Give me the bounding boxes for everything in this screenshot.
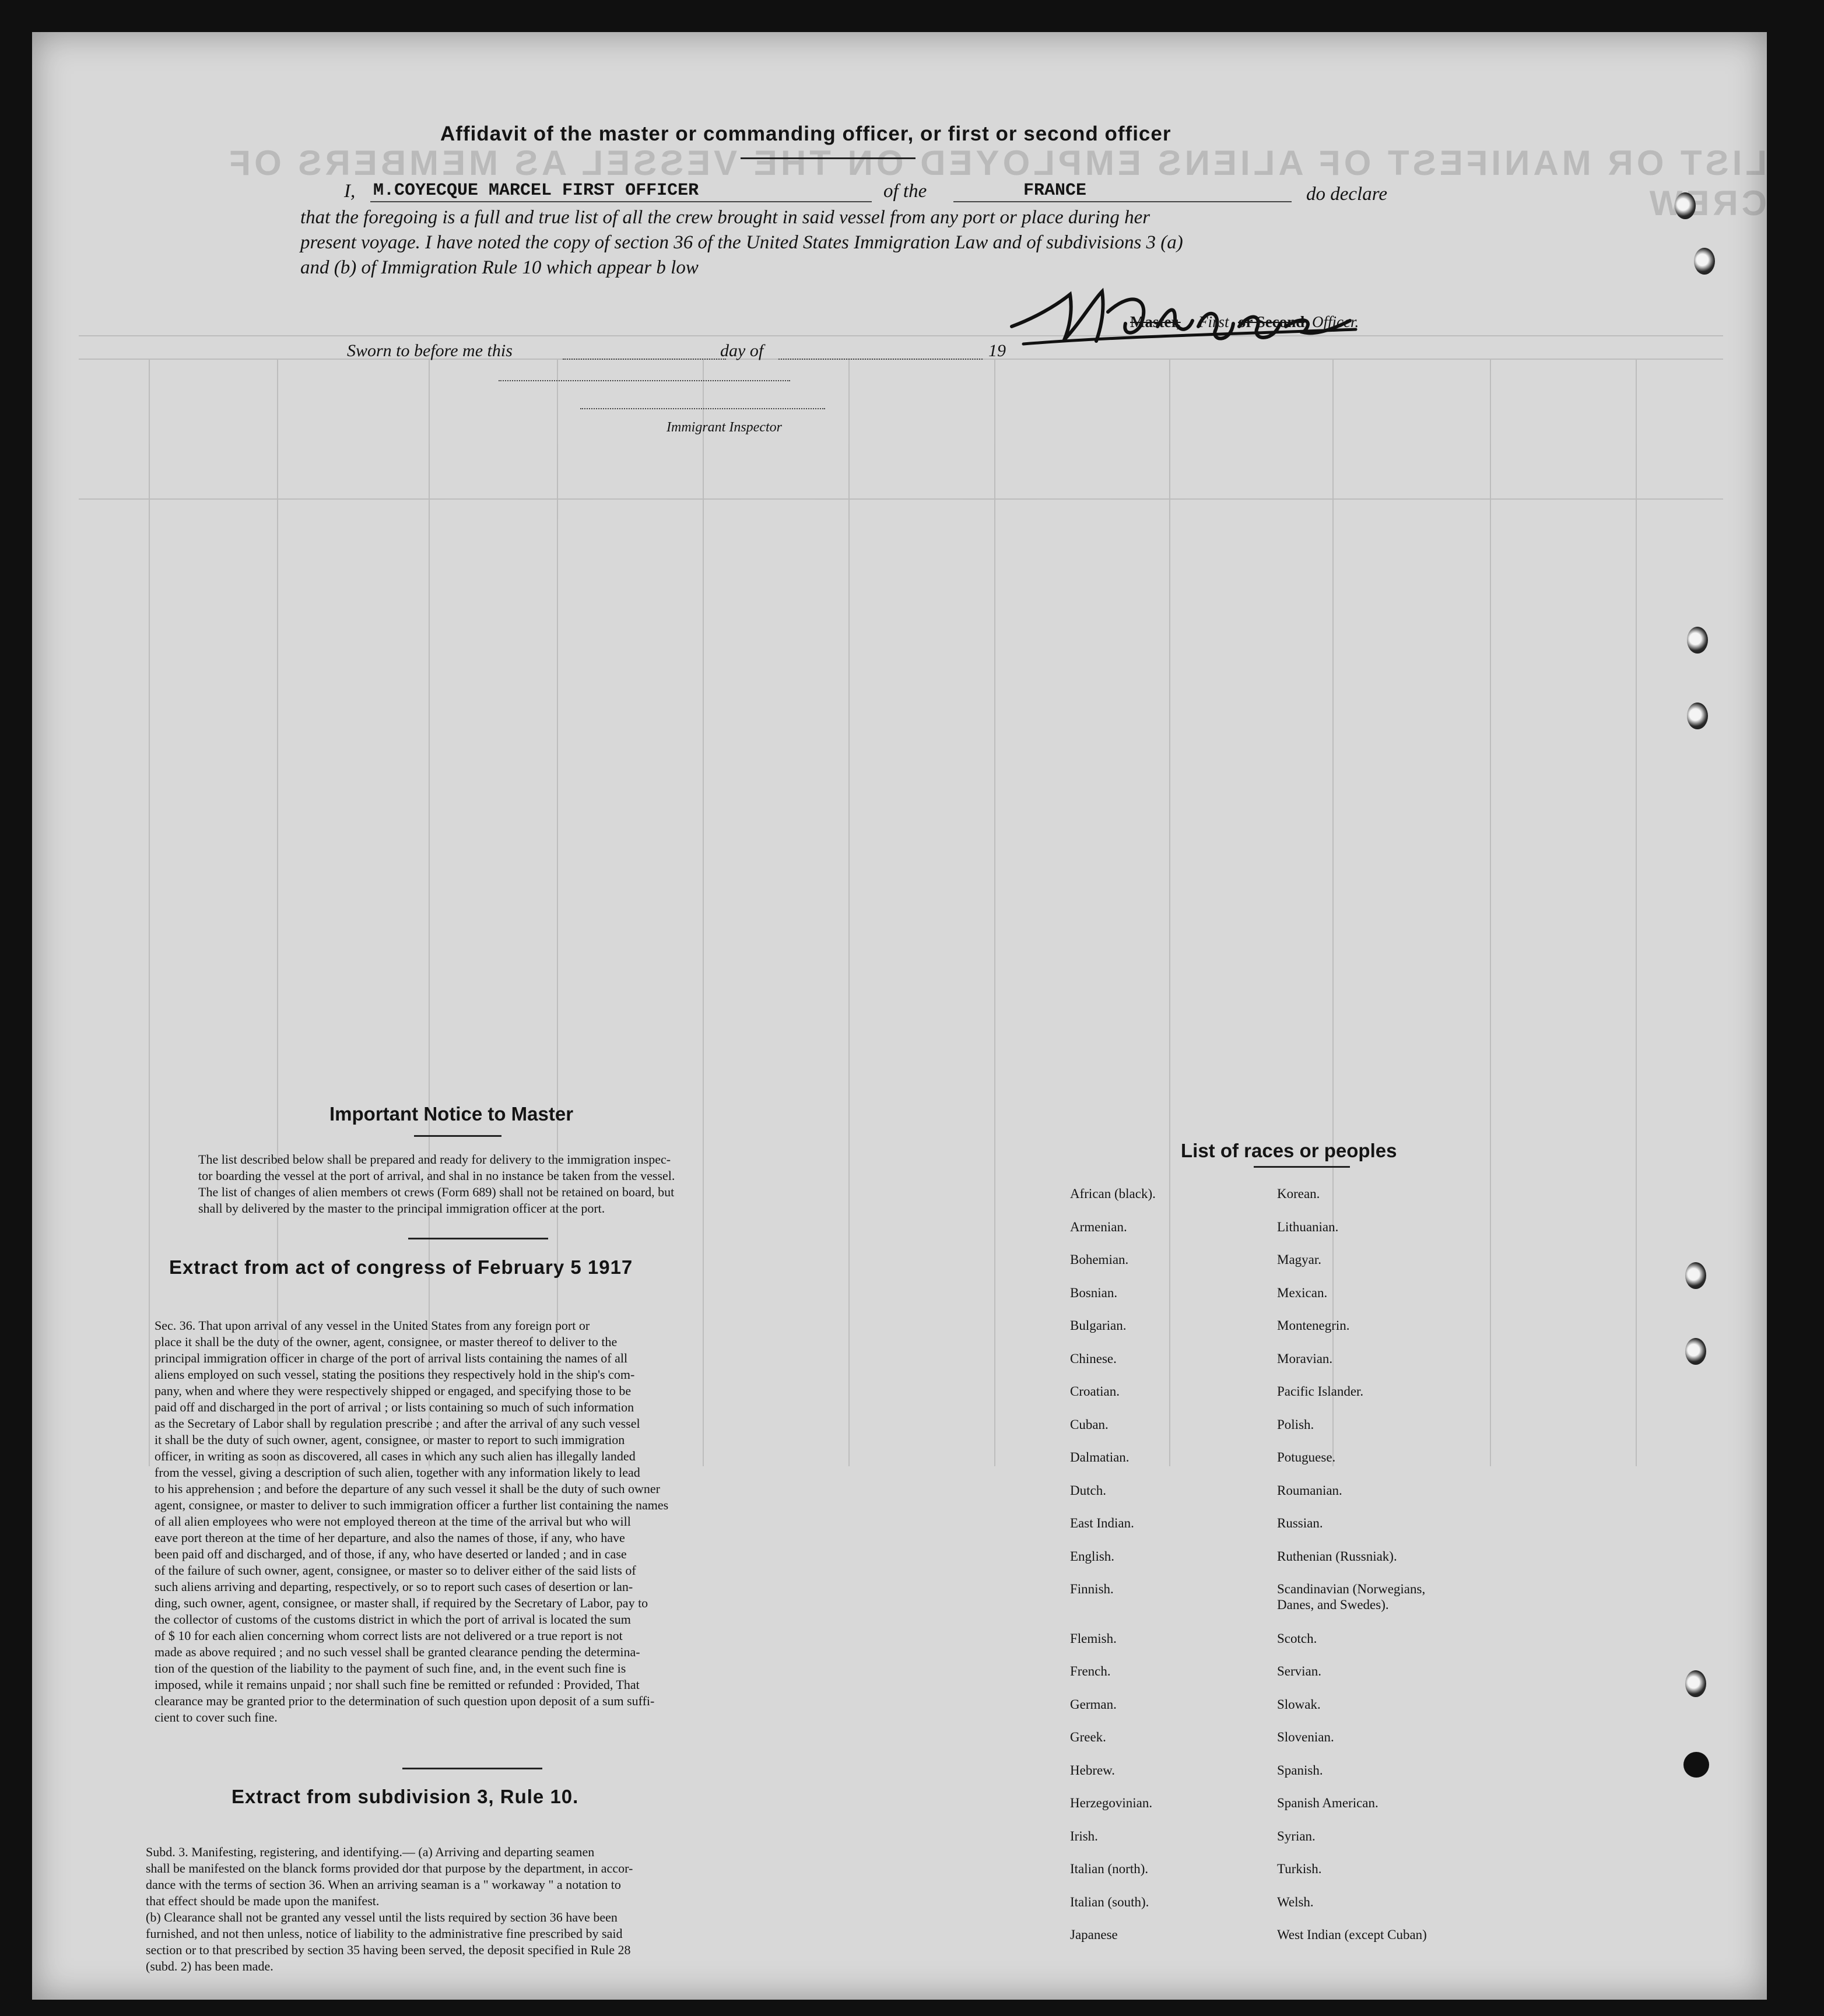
race-item: Moravian. bbox=[1277, 1351, 1333, 1366]
extract-act-body bbox=[155, 1318, 808, 1726]
punch-hole bbox=[1685, 1338, 1706, 1365]
race-item: Montenegrin. bbox=[1277, 1318, 1350, 1333]
body-line: principal immigration officer in charge of the port of arrival lists containing the names of all bbox=[155, 1351, 628, 1365]
extract-rule-body bbox=[146, 1844, 799, 1975]
notice-title: Important Notice to Master bbox=[329, 1103, 574, 1125]
body-line: (b) Clearance shall not be granted any vessel until the lists required by section 36 have been bbox=[146, 1910, 618, 1924]
body-line: agent, consignee, or master to deliver to such immigration officer a further list containing the names bbox=[155, 1498, 669, 1512]
body-line: section or to that prescribed by section 35 having been served, the deposit specified in Rule 28 bbox=[146, 1943, 631, 1957]
body-line: made as above required ; and no such vessel shall be granted clearance pending the determina- bbox=[155, 1645, 640, 1659]
race-item: Herzegovinian. bbox=[1070, 1796, 1153, 1810]
sworn-text: Sworn to before me this bbox=[347, 341, 513, 360]
body-line: the collector of customs of the customs district in which the port of arrival is located the sum bbox=[155, 1612, 631, 1627]
body-line: it shall be the duty of such owner, agent, consignee, or master to report to such immigration bbox=[155, 1432, 625, 1447]
body-line: that effect should be made upon the manifest. bbox=[146, 1894, 380, 1908]
body-line: Subd. 3. Manifesting, registering, and identifying.— (a) Arriving and departing seamen bbox=[146, 1845, 595, 1859]
affidavit-line-1 bbox=[344, 181, 355, 202]
race-item: Pacific Islander. bbox=[1277, 1384, 1364, 1399]
race-item: Syrian. bbox=[1277, 1829, 1316, 1843]
races-title: List of races or peoples bbox=[1181, 1140, 1397, 1161]
affidavit-line-3: present voyage. I have noted the copy of section 36 of the United States Immigration Law and of subdivisions 3 (a) bbox=[300, 232, 1183, 253]
race-item: Scotch. bbox=[1277, 1631, 1317, 1646]
body-line: eave port thereon at the time of her departure, and also the names of those, if any, who have bbox=[155, 1530, 625, 1545]
race-item: Welsh. bbox=[1277, 1895, 1314, 1909]
race-item: Armenian. bbox=[1070, 1220, 1127, 1234]
race-item: Cuban. bbox=[1070, 1417, 1109, 1432]
race-item: Flemish. bbox=[1070, 1631, 1117, 1646]
body-line: to his apprehension ; and before the departure of any such vessel it shall be the duty of such owner bbox=[155, 1481, 660, 1496]
punch-hole bbox=[1685, 1670, 1706, 1697]
race-item: Spanish American. bbox=[1277, 1796, 1378, 1810]
body-line: cient to cover such fine. bbox=[155, 1710, 278, 1725]
section-divider bbox=[408, 1238, 548, 1239]
sworn-month-line bbox=[778, 359, 983, 360]
notice-line: The list of changes of alien members ot crews (Form 689) shall not be retained on board, but bbox=[198, 1185, 675, 1199]
race-item: Potuguese. bbox=[1277, 1450, 1336, 1464]
notice-line: The list described below shall be prepared and ready for delivery to the immigration inspec- bbox=[198, 1152, 671, 1167]
race-item: Ruthenian (Russniak). bbox=[1277, 1549, 1397, 1564]
section-divider bbox=[402, 1768, 542, 1769]
race-item: Scandinavian (Norwegians, bbox=[1277, 1582, 1426, 1596]
affidavit-title: Affidavit of the master or commanding officer, or first or second officer bbox=[440, 122, 1171, 145]
extract-act-title: Extract from act of congress of February 5 1917 bbox=[169, 1256, 633, 1278]
manifest-page bbox=[32, 32, 1767, 2000]
race-item: Bulgarian. bbox=[1070, 1318, 1127, 1333]
punch-hole bbox=[1694, 248, 1715, 275]
race-item: Korean. bbox=[1277, 1186, 1320, 1201]
body-line: pany, when and where they were respectively shipped or engaged, and specifying those to be bbox=[155, 1383, 632, 1398]
race-item: German. bbox=[1070, 1697, 1117, 1712]
affidavit-prefix: I, bbox=[344, 181, 356, 202]
body-line: of all alien employees who were not employed thereon at the time of the arrival but who will bbox=[155, 1514, 631, 1529]
extract-rule-title: Extract from subdivision 3, Rule 10. bbox=[231, 1786, 579, 1807]
races-underline bbox=[1254, 1166, 1350, 1168]
body-line: been paid off and discharged, and of those, if any, who have deserted or landed ; and in case bbox=[155, 1547, 627, 1561]
punch-hole bbox=[1683, 1752, 1709, 1778]
race-item: Danes, and Swedes). bbox=[1277, 1597, 1389, 1612]
race-item: Italian (north). bbox=[1070, 1862, 1149, 1876]
notice-line: shall by delivered by the master to the principal immigration officer at the port. bbox=[198, 1201, 605, 1216]
race-item: Bohemian. bbox=[1070, 1252, 1129, 1267]
race-item: Italian (south). bbox=[1070, 1895, 1149, 1909]
race-item: English. bbox=[1070, 1549, 1115, 1564]
body-line: officer, in writing as soon as discovered, all cases in which any such alien has illegally landed bbox=[155, 1449, 636, 1463]
body-line: (subd. 2) has been made. bbox=[146, 1959, 273, 1973]
race-item: Bosnian. bbox=[1070, 1286, 1118, 1300]
year-text: 19 bbox=[988, 341, 1006, 360]
vessel-name: FRANCE bbox=[1023, 181, 1087, 201]
body-line: furnished, and not then unless, notice of liability to the administrative fine prescribed by said bbox=[146, 1926, 623, 1941]
race-item: Dutch. bbox=[1070, 1483, 1106, 1498]
race-item: Servian. bbox=[1277, 1664, 1322, 1678]
punch-hole bbox=[1687, 627, 1708, 654]
notice-text bbox=[198, 1151, 799, 1217]
affidavit-line-4: and (b) of Immigration Rule 10 which appear b low bbox=[300, 257, 699, 278]
affidavit-line-2: that the foregoing is a full and true list of all the crew brought in said vessel from any port or place during her bbox=[300, 207, 1150, 228]
inspector-line-2 bbox=[580, 408, 825, 409]
body-line: of $ 10 for each alien concerning whom correct lists are not delivered or a true report is not bbox=[155, 1628, 623, 1643]
race-item: Croatian. bbox=[1070, 1384, 1120, 1399]
race-item: Finnish. bbox=[1070, 1582, 1114, 1596]
body-line: dance with the terms of section 36. When an arriving seaman is a " workaway " a notation to bbox=[146, 1877, 621, 1892]
title-divider bbox=[741, 157, 915, 159]
body-line: paid off and discharged in the port of arrival ; or lists containing so much of such information bbox=[155, 1400, 634, 1414]
race-item: Slovenian. bbox=[1277, 1730, 1334, 1744]
sworn-day-line bbox=[563, 359, 726, 360]
officer-name: M.COYECQUE MARCEL FIRST OFFICER bbox=[373, 181, 699, 201]
race-item: Polish. bbox=[1277, 1417, 1314, 1432]
punch-hole bbox=[1675, 192, 1696, 219]
bleed-through-table: LIST OR MANIFEST OF ALIENS EMPLOYED ON THE VESSEL AS MEMBERS OF CREW bbox=[32, 32, 1767, 2000]
body-line: as the Secretary of Labor shall by regulation prescribe ; and after the arrival of any such vessel bbox=[155, 1416, 640, 1431]
officer-signature bbox=[1000, 271, 1373, 353]
body-line: from the vessel, giving a description of such alien, together with any information likely to lead bbox=[155, 1465, 640, 1480]
race-item: West Indian (except Cuban) bbox=[1277, 1927, 1427, 1942]
body-line: tion of the question of the liability to the payment of such fine, and, in the event such fine is bbox=[155, 1661, 626, 1676]
do-declare-text: do declare bbox=[1306, 184, 1387, 205]
race-item: Lithuanian. bbox=[1277, 1220, 1339, 1234]
inspector-signature-line bbox=[499, 380, 790, 381]
race-item: Hebrew. bbox=[1070, 1763, 1116, 1778]
race-item: French. bbox=[1070, 1664, 1111, 1678]
body-line: ding, such owner, agent, consignee, or master shall, if required by the Secretary of Labor, pay to bbox=[155, 1596, 648, 1610]
punch-hole bbox=[1685, 1262, 1706, 1289]
body-line: aliens employed on such vessel, stating the positions they respectively hold in the ship's com- bbox=[155, 1367, 635, 1382]
body-line: place it shall be the duty of the owner, agent, consignee, or master thereof to deliver to the bbox=[155, 1334, 618, 1349]
day-of-text: day of bbox=[720, 341, 764, 360]
body-line: imposed, while it remains unpaid ; nor shall such fine be remitted or refunded : Provided, That bbox=[155, 1677, 640, 1692]
race-item: Dalmatian. bbox=[1070, 1450, 1130, 1464]
inspector-label: Immigrant Inspector bbox=[667, 420, 782, 435]
notice-divider bbox=[414, 1135, 501, 1137]
body-line: shall be manifested on the blanck forms provided dor that purpose by the department, in accor- bbox=[146, 1861, 633, 1875]
race-item: East Indian. bbox=[1070, 1516, 1134, 1530]
punch-hole bbox=[1687, 703, 1708, 729]
notice-line: tor boarding the vessel at the port of arrival, and shal in no instance be taken from the vessel. bbox=[198, 1168, 675, 1183]
race-item: Roumanian. bbox=[1277, 1483, 1342, 1498]
race-item: Irish. bbox=[1070, 1829, 1098, 1843]
race-item: Turkish. bbox=[1277, 1862, 1322, 1876]
race-item: Greek. bbox=[1070, 1730, 1106, 1744]
body-line: such aliens arriving and departing, respectively, or so to report such cases of desertion or lan- bbox=[155, 1579, 633, 1594]
body-line: Sec. 36. That upon arrival of any vessel in the United States from any foreign port or bbox=[155, 1318, 590, 1333]
race-item: African (black). bbox=[1070, 1186, 1156, 1201]
vessel-fill-line bbox=[953, 201, 1292, 202]
struck-master: Master, bbox=[1130, 313, 1181, 331]
race-item: Chinese. bbox=[1070, 1351, 1117, 1366]
name-fill-line bbox=[370, 201, 872, 202]
race-item: Slowak. bbox=[1277, 1697, 1321, 1712]
race-item: Japanese bbox=[1070, 1927, 1118, 1942]
struck-second: or Second bbox=[1238, 313, 1305, 331]
body-line: clearance may be granted prior to the determination of such question upon deposit of a sum suffi- bbox=[155, 1694, 655, 1708]
officer-title-first: First bbox=[1198, 313, 1229, 331]
body-line: of the failure of such owner, agent, consignee, or master so to deliver either of the said lists of bbox=[155, 1563, 636, 1578]
race-item: Mexican. bbox=[1277, 1286, 1328, 1300]
officer-title-end: Officer. bbox=[1312, 313, 1359, 331]
race-item: Magyar. bbox=[1277, 1252, 1322, 1267]
race-item: Russian. bbox=[1277, 1516, 1323, 1530]
of-the-text: of the bbox=[883, 181, 927, 202]
race-item: Spanish. bbox=[1277, 1763, 1323, 1778]
